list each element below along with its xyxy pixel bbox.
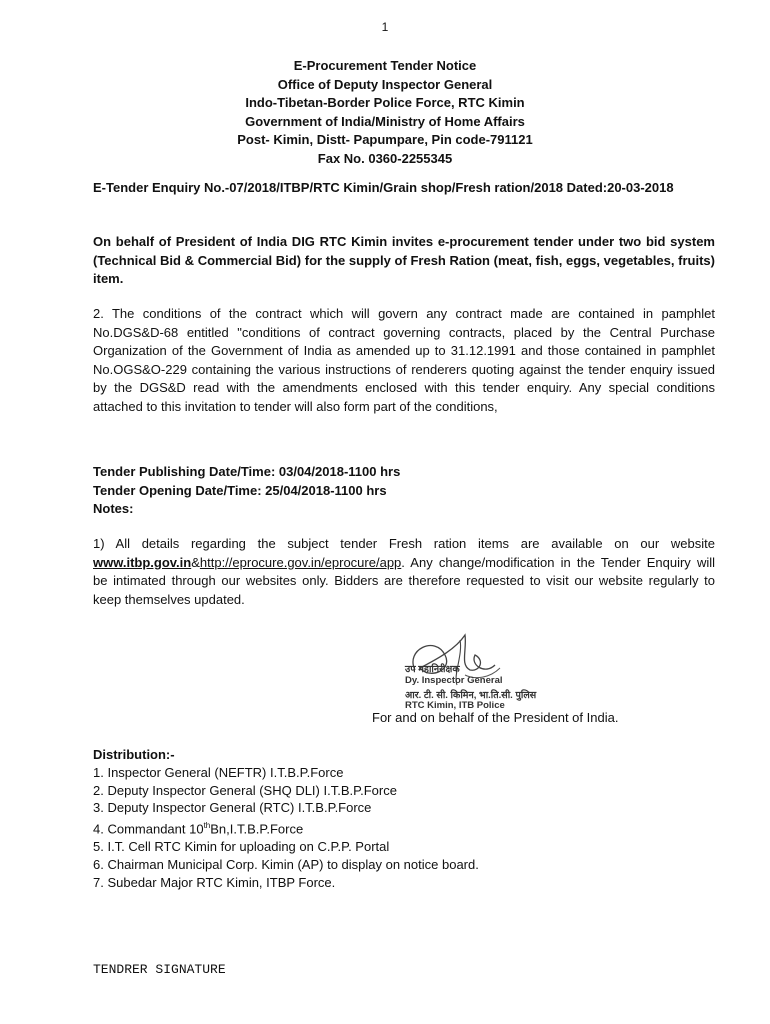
publishing-date: Tender Publishing Date/Time: 03/04/2018-1100 hrs bbox=[93, 464, 401, 479]
behalf-statement: For and on behalf of the President of India. bbox=[372, 710, 619, 725]
distribution-item: 6. Chairman Municipal Corp. Kimin (AP) to display on notice board. bbox=[93, 857, 479, 873]
opening-date: Tender Opening Date/Time: 25/04/2018-1100 hrs bbox=[93, 482, 387, 498]
page-number: 1 bbox=[381, 20, 389, 34]
notice-header bbox=[0, 57, 770, 168]
header-force: Indo-Tibetan-Border Police Force, RTC Kimin bbox=[245, 95, 525, 110]
header-ministry: Government of India/Ministry of Home Affairs bbox=[245, 113, 525, 129]
distribution-item: 3. Deputy Inspector General (RTC) I.T.B.P.Force bbox=[93, 800, 372, 816]
header-office: Office of Deputy Inspector General bbox=[277, 76, 493, 92]
stamp-hindi-title: उप महानिरीक्षक bbox=[405, 664, 460, 675]
ordinal-suffix: th bbox=[203, 821, 211, 831]
distribution-item: 1. Inspector General (NEFTR) I.T.B.P.Force bbox=[93, 764, 344, 780]
invitation-paragraph: On behalf of President of India DIG RTC Kimin invites e-procurement tender under two bid system (Technical Bid & Commercial Bid) for the supply of Fresh Ration (meat, fish, eggs, vegetables, fruits) item. bbox=[93, 234, 715, 286]
notes-label: Notes: bbox=[93, 501, 134, 516]
distribution-item: 2. Deputy Inspector General (SHQ DLI) I.T.B.P.Force bbox=[93, 782, 397, 798]
distribution-item: 7. Subedar Major RTC Kimin, ITBP Force. bbox=[93, 874, 336, 890]
link-ampersand: & bbox=[191, 554, 200, 570]
tender-dates bbox=[93, 463, 400, 519]
distribution-list bbox=[93, 746, 479, 892]
header-title: E-Procurement Tender Notice bbox=[293, 58, 477, 73]
itbp-website-link[interactable]: www.itbp.gov.in bbox=[93, 554, 192, 570]
tender-enquiry-number: E-Tender Enquiry No.-07/2018/ITBP/RTC Kimin/Grain shop/Fresh ration/2018 Dated:20-03-2018 bbox=[93, 180, 674, 195]
distribution-item-4-post: Bn,I.T.B.P.Force bbox=[210, 821, 304, 837]
distribution-item: 5. I.T. Cell RTC Kimin for uploading on C.P.P. Portal bbox=[93, 839, 390, 855]
eprocure-website-link[interactable]: http://eprocure.gov.in/eprocure/app bbox=[199, 554, 402, 570]
distribution-title: Distribution:- bbox=[93, 747, 175, 762]
website-note-prefix: 1) All details regarding the subject tender Fresh ration items are available on our website bbox=[93, 536, 715, 551]
website-note-suffix: . Any change/modification in the Tender Enquiry will be intimated through our websites only. Bidders are therefore requested to visit our website regularly to keep themselves updated. bbox=[93, 554, 715, 607]
header-fax: Fax No. 0360-2255345 bbox=[317, 150, 453, 166]
conditions-paragraph: 2. The conditions of the contract which will govern any contract made are contained in pamphlet No.DGS&D-68 entitled "conditions of contract governing contracts, placed by the Central Purchase Organization of the Government of India as amended up to 31.12.1991 and those contained in pamphlet No.OGS&O-229 containing the various instructions of renderers quoting against the tender enquiry issued by the DGS&D read with the amendments enclosed with this tender enquiry. Any special conditions attached to this invitation to tender will also form part of the conditions, bbox=[93, 306, 715, 414]
distribution-item-4-pre: 4. Commandant 10 bbox=[93, 821, 204, 837]
tendrer-signature-label: TENDRER SIGNATURE bbox=[93, 962, 226, 977]
distribution-item bbox=[93, 817, 479, 838]
header-address: Post- Kimin, Distt- Papumpare, Pin code-791121 bbox=[237, 132, 533, 147]
stamp-english-title: Dy. Inspector General bbox=[405, 675, 503, 686]
stamp-english-unit: RTC Kimin, ITB Police bbox=[405, 700, 505, 711]
stamp-hindi-unit: आर. टी. सी. किमिन, भा.ति.सी. पुलिस bbox=[405, 690, 537, 701]
website-note bbox=[93, 535, 715, 609]
